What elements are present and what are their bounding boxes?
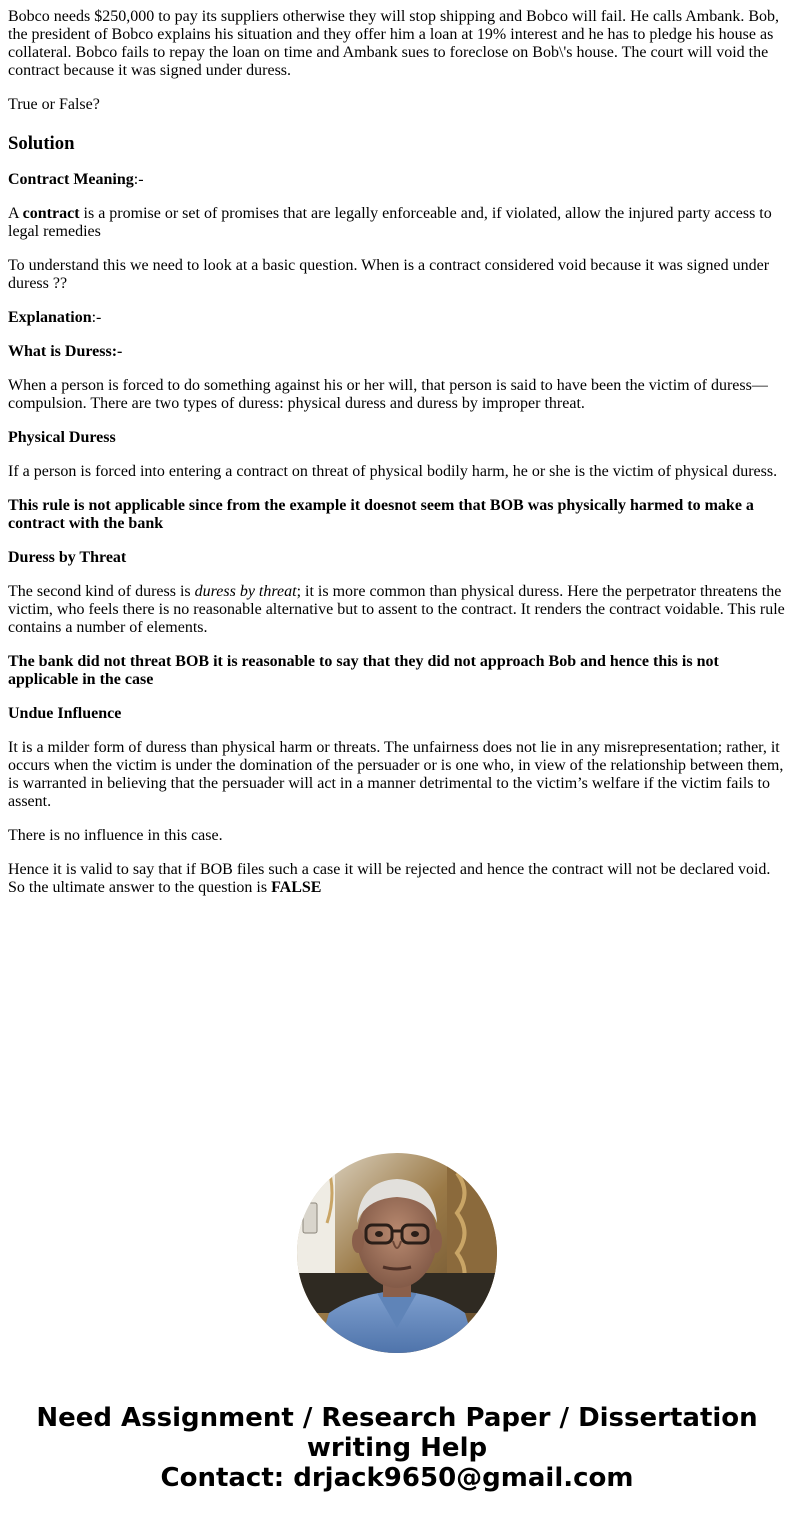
- contract-def-a: A: [8, 205, 23, 222]
- contract-meaning-suffix: :-: [133, 171, 144, 188]
- physical-duress-note: [8, 497, 786, 533]
- contract-def-rest: is a promise or set of promises that are legally enforceable and, if violated, allow the injured party access to legal remedies: [8, 205, 772, 240]
- no-influence-statement: There is no influence in this case.: [8, 827, 223, 844]
- footer-line-2: writing Help: [306, 1433, 488, 1463]
- contract-definition: [8, 205, 786, 241]
- physical-duress-heading: [8, 429, 786, 447]
- footer-contact: [0, 1403, 794, 1493]
- duress-by-threat-note-text: The bank did not threat BOB it is reasonable to say that they did not approach Bob and hence this is not applicable in the case: [8, 653, 719, 688]
- undue-influence-heading: [8, 705, 786, 723]
- threat-def-rest: ; it is more common than physical duress. Here the perpetrator threatens the victim, who feels there is no reasonable alternative but to assent to the contract. It renders the contract voidable. This rule contains a number of elements.: [8, 583, 785, 636]
- contract-meaning-heading: [8, 171, 786, 189]
- duress-definition: When a person is forced to do something against his or her will, that person is said to have been the victim of duress—compulsion. There are two types of duress: physical duress and duress by improper threat.: [8, 377, 768, 412]
- duress-by-threat-heading: [8, 549, 786, 567]
- threat-def-italic: duress by threat: [194, 583, 297, 600]
- author-portrait-image: [297, 1153, 497, 1353]
- duress-by-threat-note: [8, 653, 786, 689]
- question-intro: To understand this we need to look at a basic question. When is a contract considered void because it was signed under duress ??: [8, 257, 770, 292]
- undue-influence-label: Undue Influence: [8, 705, 122, 722]
- threat-def-a: The second kind of duress is: [8, 583, 195, 600]
- undue-influence-definition: It is a milder form of duress than physical harm or threats. The unfairness does not lie in any misrepresentation; rather, it occurs when the victim is under the domination of the persuader or is one who, in view of the relationship between them, is warranted in believing that the persuader will act in a manner detrimental to the victim’s welfare if the victim fails to assent.: [8, 739, 784, 810]
- contract-meaning-label: Contract Meaning: [8, 171, 134, 188]
- physical-duress-label: Physical Duress: [8, 429, 116, 446]
- explanation-heading: [8, 309, 786, 327]
- what-is-duress-label: What is Duress:-: [8, 343, 123, 360]
- question-prompt: True or False?: [8, 96, 100, 113]
- conclusion-text: Hence it is valid to say that if BOB files such a case it will be rejected and hence the contract will not be declared void. So the ultimate answer to the question is: [8, 861, 771, 896]
- footer-line-1: Need Assignment / Research Paper / Dissertation: [36, 1403, 758, 1433]
- conclusion: [8, 861, 786, 897]
- physical-duress-definition: If a person is forced into entering a contract on threat of physical bodily harm, he or she is the victim of physical duress.: [8, 463, 778, 480]
- footer-contact-email: Contact: drjack9650@gmail.com: [160, 1463, 634, 1493]
- contract-def-bold: contract: [22, 205, 80, 222]
- final-answer: FALSE: [271, 879, 322, 896]
- author-avatar: [297, 1153, 497, 1353]
- duress-by-threat-definition: [8, 583, 786, 637]
- explanation-label: Explanation: [8, 309, 92, 326]
- what-is-duress-heading: [8, 343, 786, 361]
- physical-duress-note-text: This rule is not applicable since from the example it doesnot seem that BOB was physically harmed to make a contract with the bank: [8, 497, 754, 532]
- duress-by-threat-label: Duress by Threat: [8, 549, 127, 566]
- solution-heading: Solution: [8, 133, 75, 154]
- question-text: Bobco needs $250,000 to pay its suppliers otherwise they will stop shipping and Bobco will fail. He calls Ambank. Bob, the president of Bobco explains his situation and they offer him a loan at 19% interest and he has to pledge his house as collateral. Bobco fails to repay the loan on time and Ambank sues to foreclose on Bob\'s house. The court will void the contract because it was signed under duress.: [8, 8, 780, 79]
- explanation-suffix: :-: [91, 309, 102, 326]
